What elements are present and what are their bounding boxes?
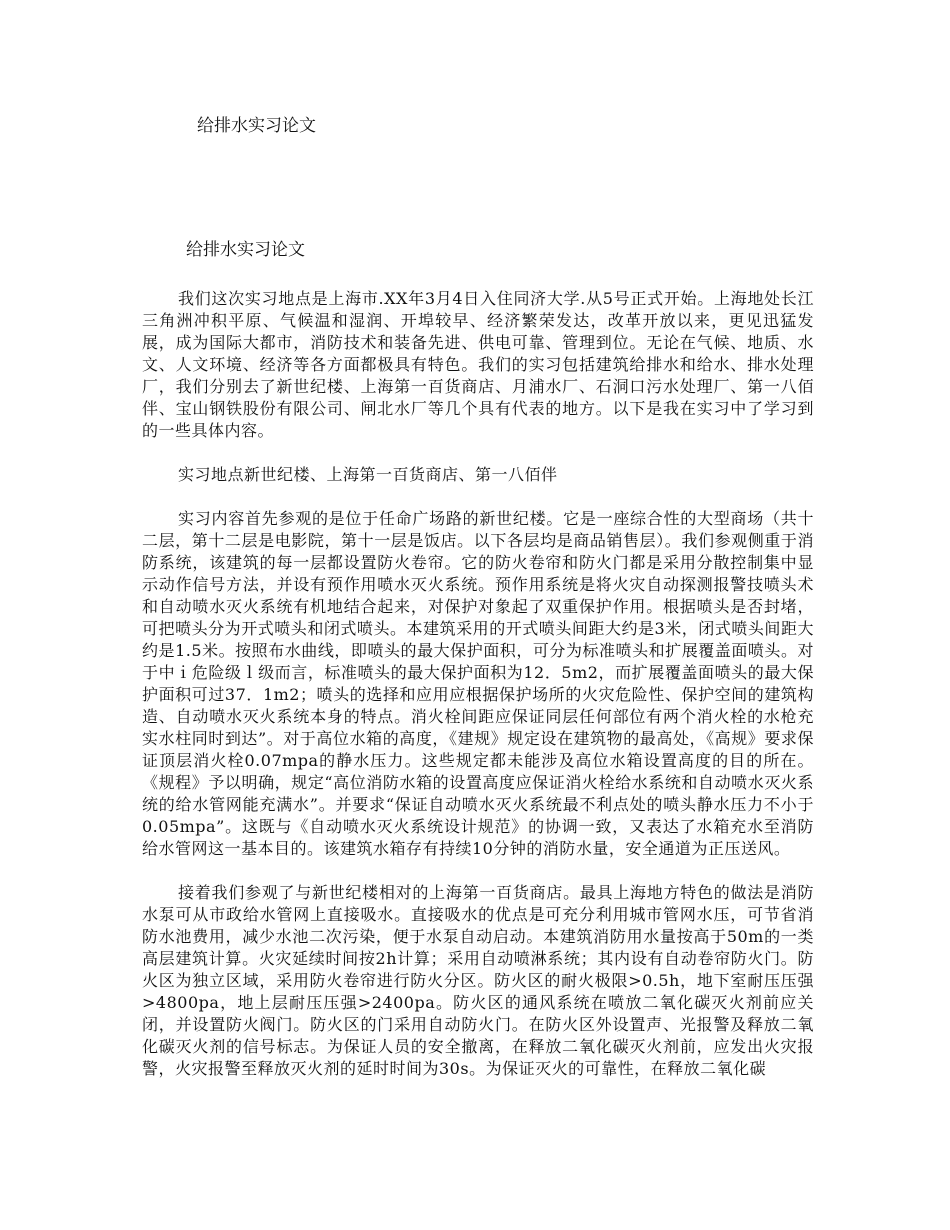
paragraph-intro: 我们这次实习地点是上海市.XX年3月4日入住同济大学.从5号正式开始。上海地处长江三角洲冲积平原、气候温和湿润、开埠较早、经济繁荣发达，改革开放以来，更见迅猛发展，成为国际大都市，消防技术和装备先进、供电可靠、管理到位。无论在气候、地质、水文、人文环境、经济等各方面都极具有特色。我们的实习包括建筑给排水和给水、排水处理厂，我们分别去了新世纪楼、上海第一百货商店、月浦水厂、石洞口污水处理厂、第一八佰伴、宝山钢铁股份有限公司、闸北水厂等几个具有代表的地方。以下是我在实习中了学习到的一些具体内容。 [142,289,814,440]
paragraph-first-department-store: 接着我们参观了与新世纪楼相对的上海第一百货商店。最具上海地方特色的做法是消防水泵可从市政给水管网上直接吸水。直接吸水的优点是可充分利用城市管网水压，可节省消防水池费用，减少水池二次污染，便于水泵自动启动。本建筑消防用水量按高于50m的一类高层建筑计算。火灾延续时间按2h计算；采用自动喷淋系统；其内设有自动卷帘防火门。防火区为独立区域，采用防火卷帘进行防火分区。防火区的耐火极限>0.5h，地下室耐压压强>4800pa，地上层耐压压强>2400pa。防火区的通风系统在喷放二氧化碳灭火剂前应关闭，并设置防火阀门。防火区的门采用自动防火门。在防火区外设置声、光报警及释放二氧化碳灭火剂的信号标志。为保证人员的安全撤离，在释放二氧化碳灭火剂前，应发出火灾报警，火灾报警至释放灭火剂的延时时间为30s。为保证灭火的可靠性，在释放二氧化碳 [142,883,814,1078]
paragraph-locations: 实习地点新世纪楼、上海第一百货商店、第一八佰伴 [178,465,558,484]
paragraph-new-century-building: 实习内容首先参观的是位于任命广场路的新世纪楼。它是一座综合性的大型商场（共十二层，第十二层是电影院，第十一层是饭店。以下各层均是商品销售层）。我们参观侧重于消防系统，该建筑的每一层都设置防火卷帘。它的防火卷帘和防火门都是采用分散控制集中显示动作信号方法，并设有预作用喷水灭火系统。预作用系统是将火灾自动探测报警技喷头术和自动喷水灭火系统有机地结合起来，对保护对象起了双重保护作用。根据喷头是否封堵，可把喷头分为开式喷头和闭式喷头。本建筑采用的开式喷头间距大约是3米，闭式喷头间距大约是1.5米。按照布水曲线，即喷头的最大保护面积，可分为标准喷头和扩展覆盖面喷头。对于中ｉ危险级ｌ级而言，标准喷头的最大保护面积为12．5m2，而扩展覆盖面喷头的最大保护面积可过37．1m2；喷头的选择和应用应根据保护场所的火灾危险性、保护空间的建筑构造、自动喷水灭火系统本身的特点。消火栓间距应保证同层任何部位有两个消火栓的水枪充实水柱同时到达”。对于高位水箱的高度，《建规》规定设在建筑物的最高处，《高规》要求保证顶层消火栓0.07mpa的静水压力。这些规定都未能涉及高位水箱设置高度的目的所在。《规程》予以明确，规定“高位消防水箱的设置高度应保证消火栓给水系统和自动喷水灭火系统的给水管网能充满水”。并要求“保证自动喷水灭火系统最不利点处的喷头静水压力不小于0.05mpa”。这既与《自动喷水灭火系统设计规范》的协调一致，又表达了水箱充水至消防给水管网这一基本目的。该建筑水箱存有持续10分钟的消防水量，安全通道为正压送风。 [142,509,814,858]
document-body [142,238,814,1102]
document-title: 给排水实习论文 [186,240,305,260]
cover-title: 给排水实习论文 [197,116,316,136]
